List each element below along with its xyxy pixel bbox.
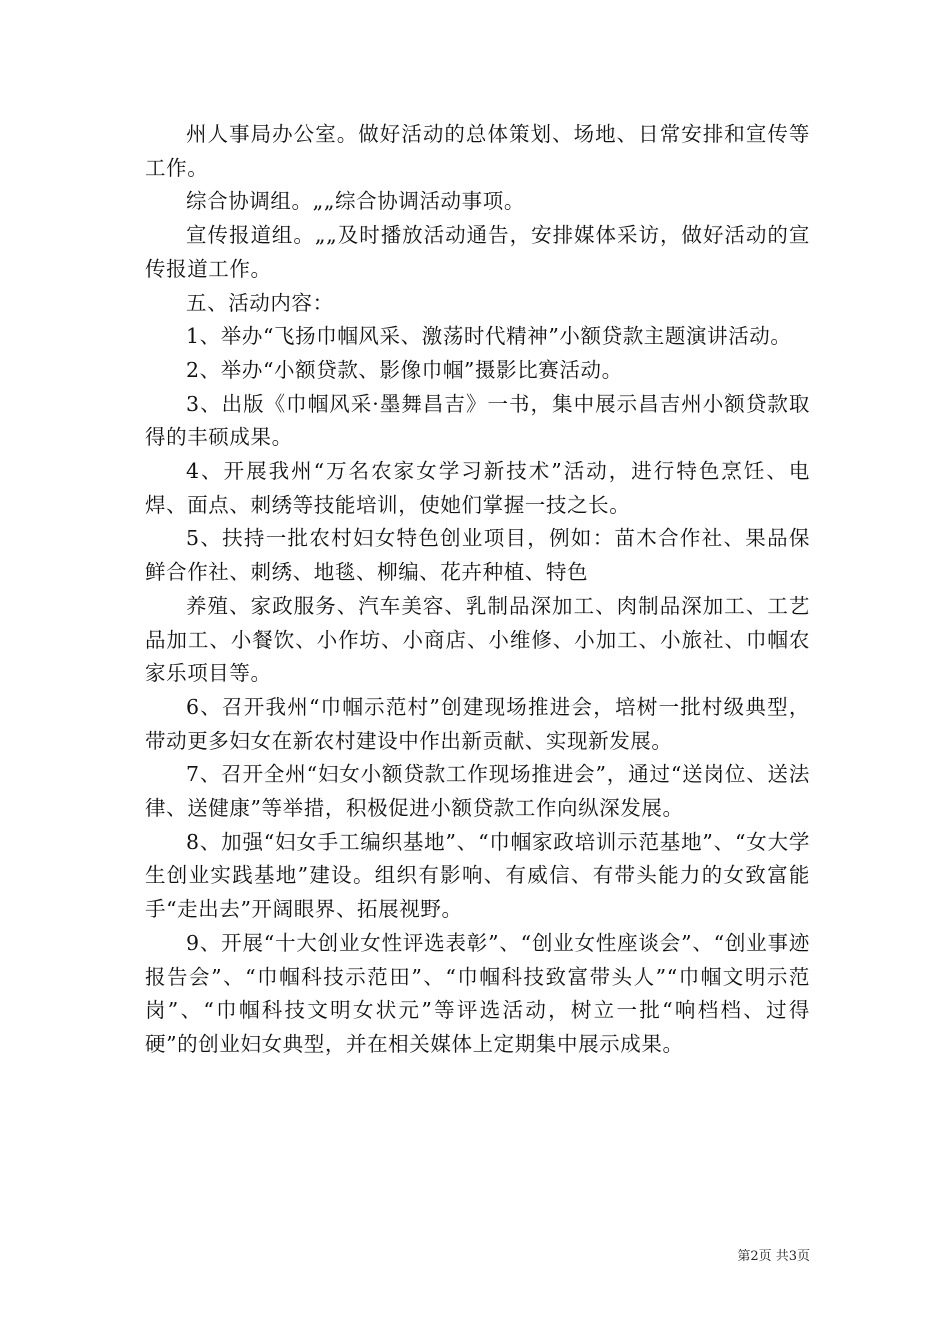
paragraph-3: 宣传报道组。„„及时播放活动通告，安排媒体采访，做好活动的宣传报道工作。 [145,223,810,281]
paragraph-item-3: 3、出版《巾帼风采·墨舞昌吉》一书，集中展示昌吉州小额贷款取得的丰硕成果。 [145,391,810,450]
document-body [145,118,810,1062]
page-number-footer: 第2页 共3页 [737,1249,810,1264]
paragraph-item-1: 1、举办“飞扬巾帼风采、激荡时代精神”小额贷款主题演讲活动。 [186,324,792,349]
paragraph-item-7: 7、召开全州“妇女小额贷款工作现场推进会”，通过“送岗位、送法律、送健康”等举措，积极促进小额贷款工作向纵深发展。 [145,762,810,821]
paragraph-item-5: 5、扶持一批农村妇女特色创业项目，例如：苗木合作社、果品保鲜合作社、刺绣、地毯、柳编、花卉种植、特色 [145,526,810,585]
paragraph-item-5-cont: 养殖、家政服务、汽车美容、乳制品深加工、肉制品深加工、工艺品加工、小餐饮、小作坊、小商店、小维修、小加工、小旅社、巾帼农家乐项目等。 [145,593,810,686]
section-heading: 五、活动内容： [186,290,334,315]
paragraph-item-8: 8、加强“妇女手工编织基地”、“巾帼家政培训示范基地”、“女大学生创业实践基地”建设。组织有影响、有威信、有带头能力的女致富能手“走出去”开阔眼界、拓展视野。 [145,829,810,922]
paragraph-1: 州人事局办公室。做好活动的总体策划、场地、日常安排和宣传等工作。 [145,122,810,180]
paragraph-2: 综合协调组。„„综合协调活动事项。 [186,189,525,214]
paragraph-item-4: 4、开展我州“万名农家女学习新技术”活动，进行特色烹饪、电焊、面点、刺绣等技能培训，使她们掌握一技之长。 [145,459,810,517]
paragraph-item-9: 9、开展“十大创业女性评选表彰”、“创业女性座谈会”、“创业事迹报告会”、“巾帼科技示范田”、“巾帼科技致富带头人”“巾帼文明示范岗”、“巾帼科技文明女状元”等评选活动，树立一批“响档档、过得硬”的创业妇女典型，并在相关媒体上定期集中展示成果。 [145,930,810,1056]
paragraph-item-2: 2、举办“小额贷款、影像巾帼”摄影比赛活动。 [186,357,623,382]
paragraph-item-6: 6、召开我州“巾帼示范村”创建现场推进会，培树一批村级典型，带动更多妇女在新农村建设中作出新贡献、实现新发展。 [145,694,810,753]
